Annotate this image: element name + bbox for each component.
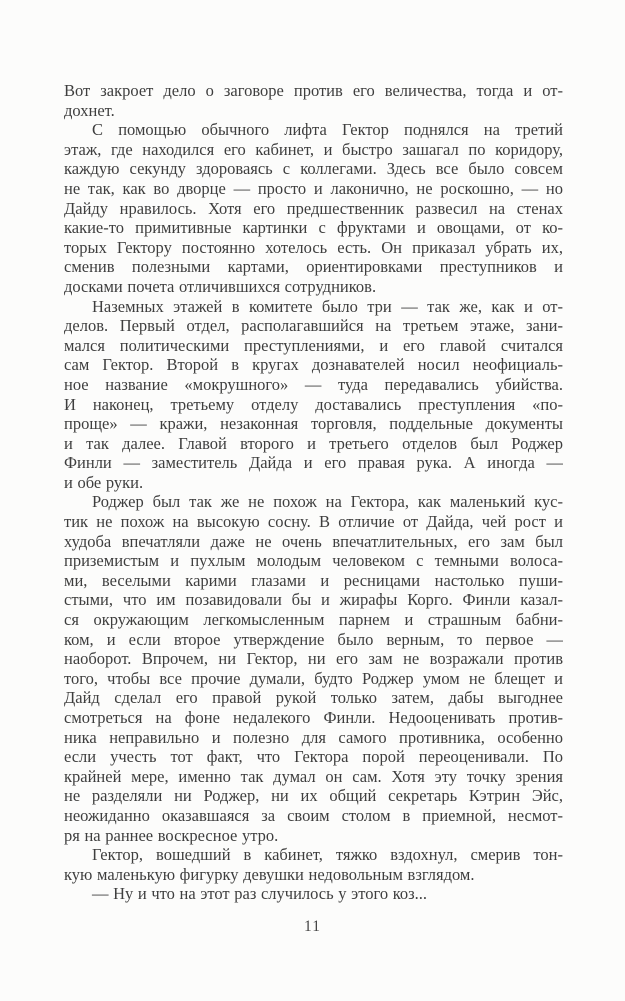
text-line: если учесть тот факт, что Гектора порой переоценивали. По [64,747,563,767]
text-line: и так далее. Главой второго и третьего отделов был Роджер [64,433,563,453]
text-line: неожиданно оказавшаяся за своим столом в приемной, несмот- [64,805,563,825]
text-line: не так, как во дворце — просто и лаконично, не роскошно, — но [64,178,563,198]
text-line: мался политическими преступлениями, и его главой считался [64,335,563,355]
text-line: ся окружающим легкомысленным парнем и страшным бабни- [64,610,563,630]
text-line: Гектор, вошедший в кабинет, тяжко вздохнул, смерив тон- [92,845,563,865]
text-line: тик не похож на высокую сосну. В отличие от Дайда, чей рост и [64,512,563,532]
text-line: какие-то примитивные картинки с фруктами и овощами, от ко- [64,218,563,238]
text-line: торых Гектору постоянно хотелось есть. Он приказал убрать их, [64,237,563,257]
text-line: Наземных этажей в комитете было три — так же, как и от- [92,296,563,316]
text-line: Роджер был так же не похож на Гектора, как маленький кус- [92,492,563,512]
text-line: ми, веселыми карими глазами и ресницами настолько пуши- [64,570,563,590]
page-number: 11 [304,918,321,935]
text-line: — Ну и что на этот раз случилось у этого коз... [92,884,428,904]
text-line: этаж, где находился его кабинет, и быстро зашагал по коридору, [64,139,563,159]
text-line: худоба впечатляли даже не очень впечатлительных, его зам был [64,531,563,551]
text-line: наоборот. Впрочем, ни Гектор, ни его зам не возражали против [64,649,563,669]
text-line: того, чтобы все прочие думали, будто Роджер умом не блещет и [64,668,563,688]
text-line: сменив полезными картами, ориентировками преступников и [64,257,563,277]
text-line: сам Гектор. Второй в кругах дознавателей носил неофициаль- [64,355,563,375]
text-line: делов. Первый отдел, располагавшийся на третьем этаже, зани- [64,316,563,336]
text-line: стыми, что им позавидовали бы и жирафы Корго. Финли казал- [64,590,563,610]
text-line: Финли — заместитель Дайда и его правая рука. А иногда — [64,453,563,473]
text-line: ное название «мокрушного» — туда передавались убийства. [64,374,563,394]
text-line: Дайд сделал его правой рукой только затем, дабы выгоднее [64,688,563,708]
text-line: проще» — кражи, незаконная торговля, поддельные документы [64,414,563,434]
text-line: дохнет. [64,100,115,120]
text-line: С помощью обычного лифта Гектор поднялся на третий [92,120,563,140]
text-line: Вот закроет дело о заговоре против его величества, тогда и от- [64,81,563,100]
text-line: и обе руки. [64,472,144,492]
text-block [64,81,563,904]
text-line: не разделяли ни Роджер, ни их общий секретарь Кэтрин Эйс, [64,786,563,806]
text-line: крайней мере, именно так думал он сам. Хотя эту точку зрения [64,766,563,786]
text-line: ря на раннее воскресное утро. [64,825,279,845]
text-line: ника неправильно и полезно для самого противника, особенно [64,727,563,747]
text-line: И наконец, третьему отделу доставались преступления «по- [64,394,563,414]
text-line: досками почета отличившихся сотрудников. [64,276,377,296]
text-line: Дайду нравилось. Хотя его предшественник развесил на стенах [64,198,563,218]
text-line: приземистым и пухлым молодым человеком с темными волоса- [64,551,563,571]
text-line: ком, и если второе утверждение было верным, то первое — [64,629,563,649]
text-line: кую маленькую фигурку девушки недовольным взглядом. [64,864,475,884]
text-line: каждую секунду здороваясь с коллегами. Здесь все было совсем [64,159,563,179]
text-line: смотреться на фоне недалекого Финли. Недооценивать против- [64,708,563,727]
